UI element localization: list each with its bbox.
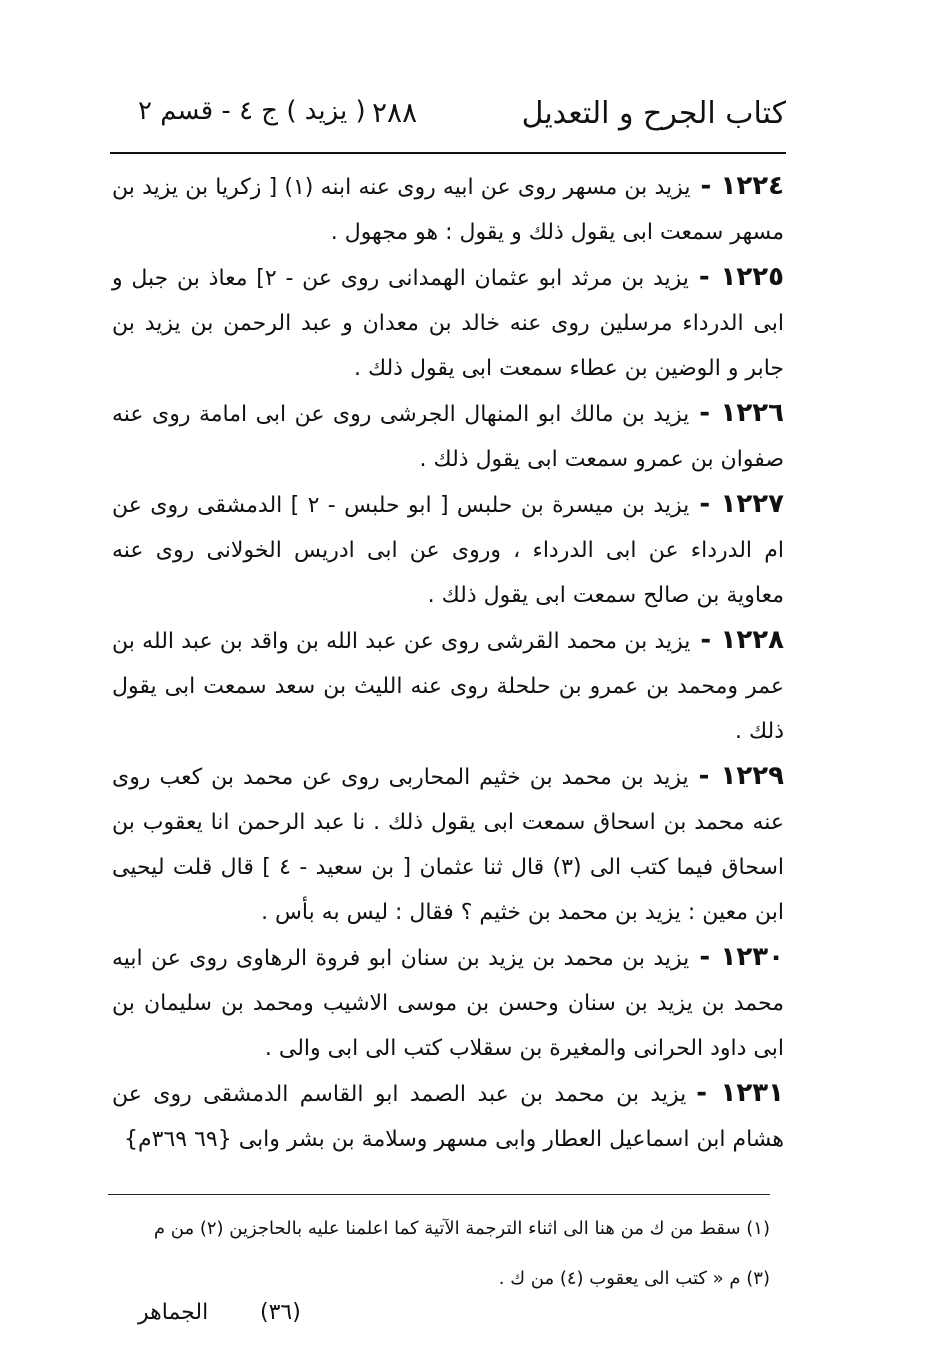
entry-text: يزيد بن مرثد ابو عثمان الهمدانى روى عن - ٢] معاذ بن جبل و ابى الدرداء مرسلين روى عنه خالد بن معدان و عبد الرحمن بن يزيد بن جابر و الوضين بن عطاء سمعت ابى يقول ذلك .	[112, 266, 784, 381]
entry-number: ١٢٣١ -	[696, 1078, 785, 1108]
page-header	[110, 96, 786, 146]
entry-1229	[112, 754, 784, 935]
footnote: (١) سقط من ك من هنا الى اثناء الترجمة الآتية كما اعلمنا عليه بالحاجزين (٢) من م	[153, 1218, 770, 1239]
entry-text: يزيد بن مسهر روى عن ابيه روى عنه ابنه (١) [ زكريا بن يزيد بن مسهر سمعت ابى يقول ذلك و يقول : هو مجهول .	[112, 175, 784, 245]
entry-number: ١٢٢٦ -	[699, 398, 785, 428]
footnotes	[150, 1204, 770, 1304]
entry-text: يزيد بن محمد القرشى روى عن عبد الله بن واقد بن عبد الله بن عمر ومحمد بن عمرو بن حلحلة روى عنه الليث بن سعد سمعت ابى يقول ذلك .	[112, 629, 784, 744]
entry-number: ١٢٢٨ -	[700, 625, 784, 655]
entry-1230	[112, 935, 784, 1071]
publisher-name: الجماهر	[138, 1300, 209, 1325]
entry-text: يزيد بن محمد بن عبد الصمد ابو القاسم الدمشقى روى عن هشام ابن اسماعيل العطار وابى مسهر وسلامة بن بشر وابى {٦٩ ٣٦٩م}	[112, 1082, 784, 1152]
entry-1226	[112, 391, 784, 482]
entry-number: ١٢٢٥ -	[698, 262, 784, 292]
footer-page-marker: (٣٦)	[260, 1300, 301, 1325]
entry-number: ١٢٢٩ -	[698, 761, 784, 791]
entry-text: يزيد بن محمد بن يزيد بن سنان ابو فروة الرهاوى روى عن ابيه محمد بن يزيد بن سنان وحسن بن موسى الاشيب ومحمد بن سليمان بن ابى داود الحرانى والمغيرة بن سقلاب كتب الى ابى والى .	[112, 946, 784, 1061]
footnote: (٣) م « كتب الى يعقوب (٤) من ك .	[498, 1268, 770, 1289]
entry-text: يزيد بن مالك ابو المنهال الجرشى روى عن ابى امامة روى عنه صفوان بن عمرو سمعت ابى يقول ذلك .	[112, 402, 784, 472]
book-title: كتاب الجرح و التعديل	[521, 96, 786, 131]
header-rule	[110, 152, 786, 154]
entry-number: ١٢٢٤ -	[700, 171, 784, 201]
entry-1228	[112, 618, 784, 754]
entry-1224	[112, 164, 784, 255]
entry-number: ١٢٣٠ -	[699, 942, 784, 972]
entry-1225	[112, 255, 784, 391]
footnote-rule	[108, 1194, 770, 1195]
entry-1227	[112, 482, 784, 618]
section-label: ( يزيد ) ج ٤ - قسم ٢	[138, 96, 366, 126]
entry-1231	[112, 1071, 784, 1162]
entries-list	[112, 164, 784, 1162]
entry-text: يزيد بن محمد بن خثيم المحاربى روى عن محمد بن كعب روى عنه محمد بن اسحاق سمعت ابى يقول ذلك . نا عبد الرحمن انا يعقوب بن اسحاق فيما كتب الى (٣) قال ثنا عثمان [ بن سعيد - ٤ ] قال قلت ليحيى ابن معين : يزيد بن محمد بن خثيم ؟ فقال : ليس به بأس .	[112, 765, 784, 925]
page-footer	[110, 1300, 786, 1340]
entry-number: ١٢٢٧ -	[699, 489, 785, 519]
entry-text: يزيد بن ميسرة بن حلبس [ ابو حلبس - ٢ ] الدمشقى روى عن ام الدرداء عن ابى الدرداء ، وروى عن ابى ادريس الخولانى روى عنه معاوية بن صالح سمعت ابى يقول ذلك .	[112, 493, 784, 608]
page-number: ٢٨٨	[372, 96, 418, 129]
